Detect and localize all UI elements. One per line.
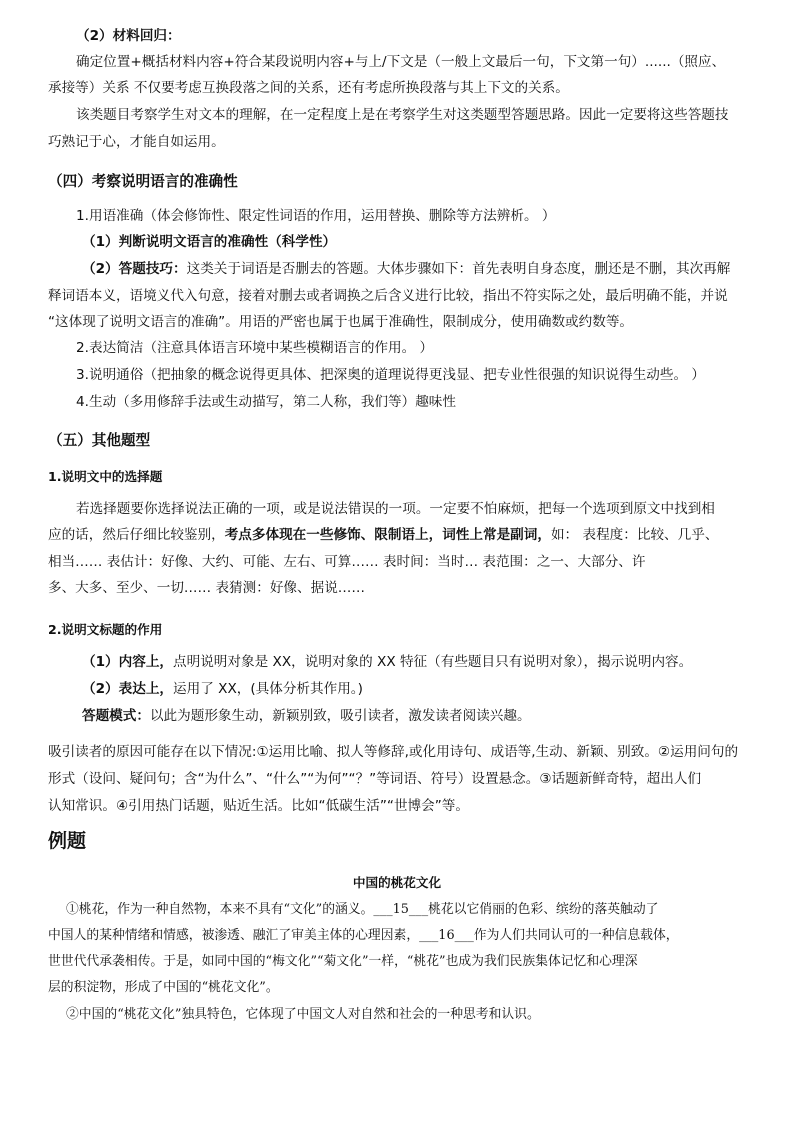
list-item: 2.表达简洁（注意具体语言环境中某些模糊语言的作用。 ）: [76, 340, 434, 356]
paragraph-line: 该类题目考察学生对文本的理解，在一定程度上是在考察学生对这类题型答题思路。因此一定要将这些答题技: [76, 107, 729, 123]
paragraph-text: 运用了 XX，(具体分析其作用。): [173, 681, 363, 697]
section-label-material: （2）材料回归：: [76, 28, 181, 44]
paragraph-line: 吸引读者的原因可能存在以下情况:①运用比喻、拟人等修辞,或化用诗句、成语等,生动、新颖、别致。②运用问句的: [48, 744, 739, 760]
paragraph-text: 以此为题形象生动，新颖别致，吸引读者，激发读者阅读兴趣。: [149, 708, 531, 724]
paragraph-line: [82, 707, 748, 726]
paragraph-text: 1.用语准确（体会修饰性、限定性词语的作用，运用替换、删除等方法辨析。 ）: [76, 208, 556, 224]
paragraph-line: [82, 260, 748, 279]
list-item: 4.生动（多用修辞手法或生动描写，第二人称，我们等）趣味性: [76, 394, 456, 410]
paragraph-line: 确定位置+概括材料内容+符合某段说明内容+与上/下文是（一般上文最后一句，下文第一句）......（照应、: [76, 54, 726, 70]
sub-heading: 2.说明文标题的作用: [48, 622, 163, 637]
article-title: 中国的桃花文化: [352, 875, 442, 890]
paragraph-text: 点明说明对象是 XX，说明对象的 XX 特征（有些题目只有说明对象），揭示说明内容。: [173, 654, 693, 670]
article-line: ①桃花，作为一种自然物，本来不具有“文化”的涵义。___15___桃花以它俏丽的色彩、缤纷的落英触动了: [66, 902, 659, 917]
example-heading: 例题: [48, 830, 87, 852]
paragraph-text: 如： 表程度：比较、几乎、: [550, 527, 719, 543]
paragraph-line: [82, 680, 748, 699]
bold-label: （2）表达上，: [82, 681, 174, 697]
bold-label: （1）内容上，: [82, 654, 174, 670]
article-line: 世世代代承袭相传。于是，如同中国的“梅文化”“菊文化”一样，“桃花”也成为我们民族集体记忆和心理深: [48, 954, 638, 969]
bold-label: （2）答题技巧：: [82, 261, 187, 277]
article-line: ②中国的“桃花文化”独具特色，它体现了中国文人对自然和社会的一种思考和认识。: [66, 1007, 540, 1022]
sub-heading: （1）判断说明文语言的准确性（科学性）: [82, 234, 337, 250]
paragraph-line: “这体现了说明文语言的准确”。用语的严密也属于也属于准确性，限制成分，使用确数或约数等。: [48, 314, 634, 330]
paragraph-text: 这类关于词语是否删去的答题。大体步骤如下：首先表明自身态度，删还是不删，其次再解: [186, 261, 731, 277]
article-line: 层的积淀物，形成了中国的“桃花文化”。: [48, 980, 279, 995]
list-item: [76, 207, 748, 226]
paragraph-line: 认知常识。④引用热门话题，贴近生活。比如“低碳生活”“世博会”等。: [48, 798, 469, 814]
list-item: 3.说明通俗（把抽象的概念说得更具体、把深奥的道理说得更浅显、把专业性很强的知识说得生动些。 ）: [76, 367, 706, 383]
paragraph-text: 应的话，然后仔细比较鉴别，: [48, 527, 225, 543]
paragraph-line: 多、大多、至少、一切…… 表猜测：好像、据说……: [48, 580, 365, 596]
bold-text: 考点多体现在一些修饰、限制语上，词性上常是副词，: [224, 527, 551, 543]
section-heading-5: （五）其他题型: [48, 432, 151, 449]
article-line: 中国人的某种情绪和情感，被渗透、融汇了审美主体的心理因素，___16___作为人们共同认可的一种信息载体，: [48, 928, 679, 943]
paragraph-line: 释词语本义，语境义代入句意，接着对删去或者调换之后含义进行比较，指出不符实际之处，最后明确不能，并说: [48, 288, 728, 304]
bold-label: 答题模式：: [82, 708, 150, 724]
paragraph-line: 形式（设问、疑问句；含“为什么”、“什么”“为何”“？”等词语、符号）设置悬念。③话题新鲜奇特，超出人们: [48, 771, 702, 787]
paragraph-line: 相当…… 表估计：好像、大约、可能、左右、可算…… 表时间：当时… 表范围：之一、大部分、许: [48, 554, 646, 570]
paragraph-line: [82, 653, 748, 672]
sub-heading: 1.说明文中的选择题: [48, 469, 163, 484]
paragraph-line: 若选择题要你选择说法正确的一项，或是说法错误的一项。一定要不怕麻烦，把每一个选项到原文中找到相: [76, 501, 715, 517]
section-heading-4: （四）考察说明语言的准确性: [48, 173, 238, 190]
paragraph-line: [48, 526, 748, 545]
paragraph-line: 巧熟记于心，才能自如运用。: [48, 134, 225, 150]
paragraph-line: 承接等）关系 不仅要考虑互换段落之间的关系，还有考虑所换段落与其上下文的关系。: [48, 80, 569, 96]
